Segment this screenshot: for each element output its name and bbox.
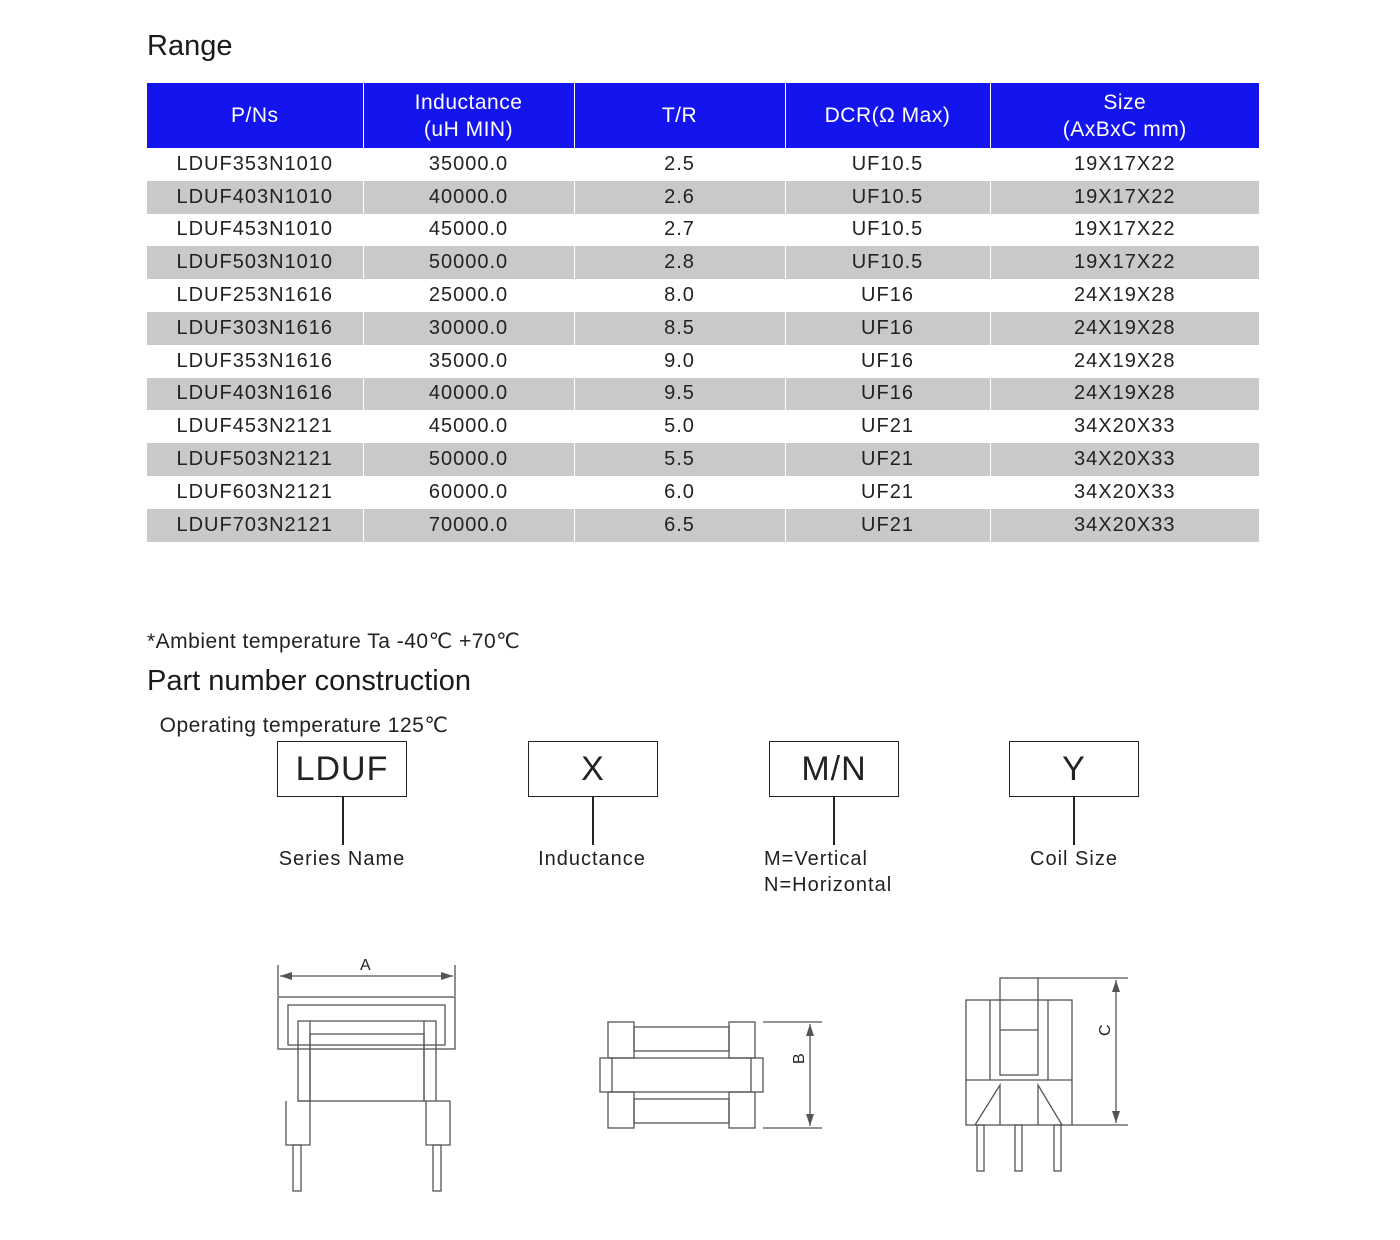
cell-dcr: UF21 [785, 476, 990, 509]
ambient-temp-note: *Ambient temperature Ta -40℃ +70℃ [147, 630, 521, 653]
cell-inductance: 45000.0 [363, 410, 574, 443]
cell-tr: 8.0 [574, 279, 785, 312]
cell-inductance: 50000.0 [363, 246, 574, 279]
cell-size: 24X19X28 [990, 312, 1259, 345]
cell-size: 24X19X28 [990, 378, 1259, 411]
cell-tr: 5.0 [574, 410, 785, 443]
cell-dcr: UF16 [785, 378, 990, 411]
cell-pn: LDUF603N2121 [176, 480, 334, 503]
cell-dcr: UF16 [785, 312, 990, 345]
cell-size: 19X17X22 [990, 246, 1259, 279]
cell-dcr: UF10.5 [785, 181, 990, 214]
cell-inductance: 40000.0 [363, 378, 574, 411]
header-inductance: Inductance (uH MIN) [363, 83, 574, 148]
cell-pn: LDUF503N2121 [147, 443, 363, 476]
header-tr: T/R [574, 83, 785, 148]
dimension-label-c: C [1097, 1024, 1114, 1036]
cell-size: 19X17X22 [990, 181, 1259, 214]
cell-tr: 6.5 [574, 509, 785, 542]
cell-pn: LDUF403N1010 [147, 181, 363, 214]
cell-size: 34X20X33 [990, 476, 1259, 509]
pn-box-series: LDUF [277, 741, 407, 797]
cell-tr: 9.5 [574, 378, 785, 411]
cell-pn: LDUF303N1616 [147, 312, 363, 345]
pn-box-inductance: X [528, 741, 658, 797]
pn-label-coil-size: Coil Size [1030, 848, 1118, 870]
cell-tr: 6.0 [574, 476, 785, 509]
cell-dcr: UF16 [785, 279, 990, 312]
header-pns: P/Ns [147, 83, 363, 148]
cell-pn: LDUF253N1616 [176, 284, 334, 307]
cell-size: 19X17X22 [990, 214, 1259, 247]
cell-size: 34X20X33 [990, 509, 1259, 542]
cell-size: 24X19X28 [990, 279, 1259, 312]
cell-dcr: UF10.5 [785, 148, 990, 181]
cell-tr: 8.5 [574, 312, 785, 345]
cell-inductance: 45000.0 [363, 214, 574, 247]
cell-dcr: UF10.5 [785, 214, 990, 247]
cell-size: 34X20X33 [990, 410, 1259, 443]
cell-tr: 9.0 [574, 345, 785, 378]
cell-dcr: UF21 [785, 443, 990, 476]
cell-inductance: 60000.0 [363, 476, 574, 509]
pn-box-coil-size: Y [1009, 741, 1139, 797]
cell-pn: LDUF453N2121 [176, 415, 334, 438]
dimension-label-b: B [791, 1053, 808, 1064]
top-view-drawing [966, 978, 1128, 1171]
cell-dcr: UF21 [785, 410, 990, 443]
cell-dcr: UF21 [785, 509, 990, 542]
cell-pn: LDUF703N2121 [147, 509, 363, 542]
pn-label-orientation: M=Vertical N=Horizontal [764, 848, 893, 896]
cell-pn: LDUF503N1010 [147, 246, 363, 279]
cell-inductance: 50000.0 [363, 443, 574, 476]
cell-inductance: 25000.0 [363, 279, 574, 312]
cell-inductance: 40000.0 [363, 181, 574, 214]
cell-inductance: 70000.0 [363, 509, 574, 542]
cell-pn: LDUF453N1010 [176, 218, 334, 241]
dimension-label-a: A [360, 957, 371, 974]
cell-inductance: 35000.0 [363, 345, 574, 378]
cell-tr: 2.6 [574, 181, 785, 214]
cell-tr: 2.8 [574, 246, 785, 279]
operating-temp-note: Operating temperature 125℃ [147, 714, 449, 737]
cell-size: 19X17X22 [990, 148, 1259, 181]
header-dcr: DCR(Ω Max) [785, 83, 990, 148]
cell-dcr: UF16 [785, 345, 990, 378]
range-heading: Range [147, 30, 233, 62]
pn-box-orientation: M/N [769, 741, 899, 797]
cell-dcr: UF10.5 [785, 246, 990, 279]
side-view-drawing [600, 1022, 822, 1128]
cell-tr: 2.7 [574, 214, 785, 247]
cell-size: 24X19X28 [990, 345, 1259, 378]
front-view-drawing [278, 965, 455, 1191]
cell-tr: 5.5 [574, 443, 785, 476]
cell-inductance: 35000.0 [363, 148, 574, 181]
header-size: Size (AxBxC mm) [990, 83, 1259, 148]
cell-pn: LDUF353N1616 [176, 349, 334, 372]
pn-label-inductance: Inductance [538, 848, 646, 870]
part-number-heading: Part number construction [147, 665, 471, 697]
cell-pn: LDUF403N1616 [147, 378, 363, 411]
cell-pn: LDUF353N1010 [176, 152, 334, 175]
cell-inductance: 30000.0 [363, 312, 574, 345]
cell-size: 34X20X33 [990, 443, 1259, 476]
pn-label-series: Series Name [278, 848, 406, 870]
cell-tr: 2.5 [574, 148, 785, 181]
